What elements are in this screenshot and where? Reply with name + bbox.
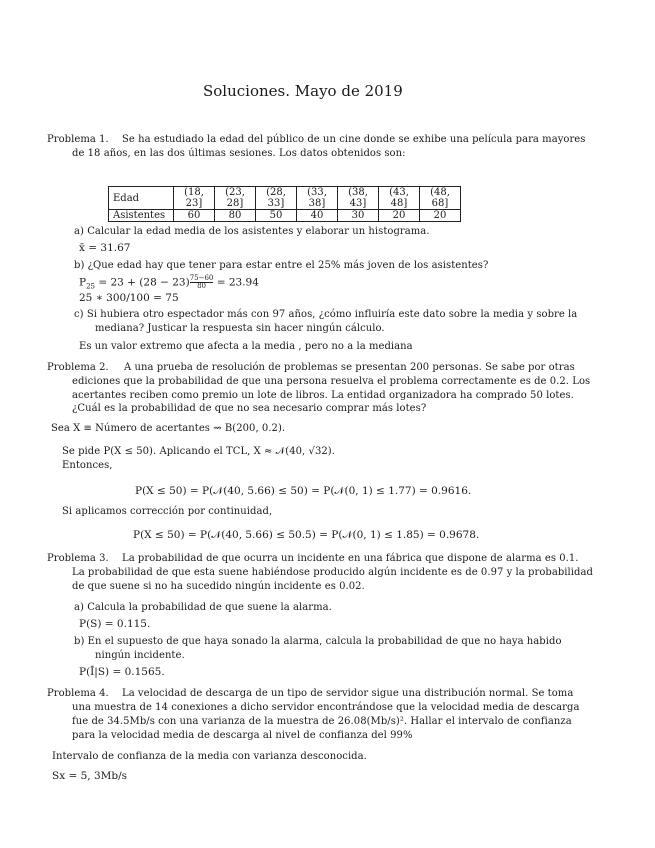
question-b: b) En el supuesto de que haya sonado la alarma, calcula la probabilidad de que no haya habido — [74, 636, 562, 647]
table-cell: (43, 48] — [379, 187, 420, 210]
answer-b: P(Ī|S) = 0.1565. — [79, 666, 165, 678]
table-cell: 40 — [297, 210, 338, 222]
problem-3-text-line: La probabilidad de que ocurra un incidente en una fábrica que dispone de alarma es 0.1. — [122, 553, 579, 564]
problem-4-text-line: una muestra de 14 conexiones a dicho servidor encontrándose que la velocidad media de descarga — [72, 702, 580, 713]
problem-4-label: Problema 4. — [47, 688, 109, 699]
table-cell: 30 — [338, 210, 379, 222]
problem-4-text-line: La velocidad de descarga de un tipo de servidor sigue una distribución normal. Se toma — [122, 688, 574, 699]
table-row-ages — [109, 187, 461, 210]
problem-3-text-line: de que suene si no ha sucedido ningún incidente es 0.02. — [72, 581, 365, 592]
table-cell: (48, 68] — [420, 187, 461, 210]
page-title: Soluciones. Mayo de 2019 — [203, 82, 403, 100]
table-cell: (28, 33] — [256, 187, 297, 210]
fraction — [190, 275, 214, 290]
fraction-numerator: 75−60 — [189, 274, 214, 282]
answer-b-calc: 25 ∗ 300/100 = 75 — [79, 292, 179, 304]
problem-3-text-line: La probabilidad de que esta suene habiéndose producido algún incidente es de 0.97 y la probabilidad — [72, 567, 593, 578]
answer-b-formula — [79, 275, 259, 291]
problem-2-label: Problema 2. — [47, 362, 109, 373]
question-c-cont: mediana? Justicar la respuesta sin hacer ningún cálculo. — [95, 323, 385, 334]
frequency-table — [108, 186, 461, 222]
table-cell: 60 — [174, 210, 215, 222]
table-cell: 80 — [215, 210, 256, 222]
solution-line: Si aplicamos corrección por continuidad, — [62, 506, 273, 517]
percentile-symbol: P — [79, 276, 87, 289]
table-row-counts — [109, 210, 461, 222]
problem-2-text-line: acertantes reciben como premio un lote de libros. La entidad organizadora ha comprado 50 lotes. — [72, 390, 574, 401]
solution-line: Entonces, — [62, 460, 113, 471]
formula-end: = 23.94 — [213, 276, 259, 289]
fraction-denominator: 80 — [197, 282, 206, 290]
equation-1: P(X ≤ 50) = P(𝒩(40, 5.66) ≤ 50) = P(𝒩(0, 1) ≤ 1.77) = 0.9616. — [135, 485, 472, 497]
table-cell: (33, 38] — [297, 187, 338, 210]
problem-4-text-line: fue de 34.5Mb/s con una varianza de la muestra de 26.08(Mb/s)². Hallar el intervalo de confianza — [72, 716, 572, 727]
variable-definition: Sea X ≡ Número de acertantes ⇝ B(200, 0.2). — [51, 423, 286, 434]
problem-2-text-line: ¿Cuál es la probabilidad de que no sea necesario comprar más lotes? — [72, 403, 427, 414]
solution-line: Intervalo de confianza de la media con varianza desconocida. — [52, 751, 367, 762]
table-cell: 50 — [256, 210, 297, 222]
solution-line: Sx = 5, 3Mb/s — [52, 770, 128, 782]
table-cell: 20 — [379, 210, 420, 222]
table-cell: (18, 23] — [174, 187, 215, 210]
table-cell: (38, 43] — [338, 187, 379, 210]
formula-middle: = 23 + (28 − 23) — [95, 276, 190, 289]
table-cell: 20 — [420, 210, 461, 222]
question-b: b) ¿Que edad hay que tener para estar entre el 25% más joven de los asistentes? — [74, 260, 489, 271]
table-row-header: Edad — [109, 187, 174, 210]
answer-c: Es un valor extremo que afecta a la media , pero no a la mediana — [79, 341, 413, 352]
problem-1-text-line: Se ha estudiado la edad del público de un cine donde se exhibe una película para mayores — [122, 134, 586, 145]
solution-line: Se pide P(X ≤ 50). Aplicando el TCL, X ≈ 𝒩(40, √32). — [62, 446, 335, 457]
question-a: a) Calcular la edad media de los asistentes y elaborar un histograma. — [74, 226, 430, 237]
answer-a: x̄ = 31.67 — [79, 242, 131, 254]
answer-a: P(S) = 0.115. — [79, 618, 151, 630]
problem-1-label: Problema 1. — [47, 134, 109, 145]
equation-2: P(X ≤ 50) = P(𝒩(40, 5.66) ≤ 50.5) = P(𝒩(0, 1) ≤ 1.85) = 0.9678. — [133, 529, 480, 541]
question-a: a) Calcula la probabilidad de que suene la alarma. — [74, 602, 332, 613]
problem-2-text-line: ediciones que la probabilidad de que una persona resuelva el problema correctamente es de 0.2. Los — [72, 376, 591, 387]
problem-3-label: Problema 3. — [47, 553, 109, 564]
problem-4-text-line: para la velocidad media de descarga al nivel de confianza del 99% — [72, 730, 413, 741]
question-c: c) Si hubiera otro espectador más con 97 años, ¿cómo influiría este dato sobre la media y sobre la — [74, 309, 578, 320]
question-b-cont: ningún incidente. — [95, 650, 185, 661]
problem-1-text-line: de 18 años, en las dos últimas sesiones. Los datos obtenidos son: — [72, 148, 406, 159]
percentile-subscript: 25 — [86, 282, 95, 291]
table-cell: (23, 28] — [215, 187, 256, 210]
table-row-header: Asistentes — [109, 210, 174, 222]
problem-2-text-line: A una prueba de resolución de problemas se presentan 200 personas. Se sabe por otras — [124, 362, 575, 373]
